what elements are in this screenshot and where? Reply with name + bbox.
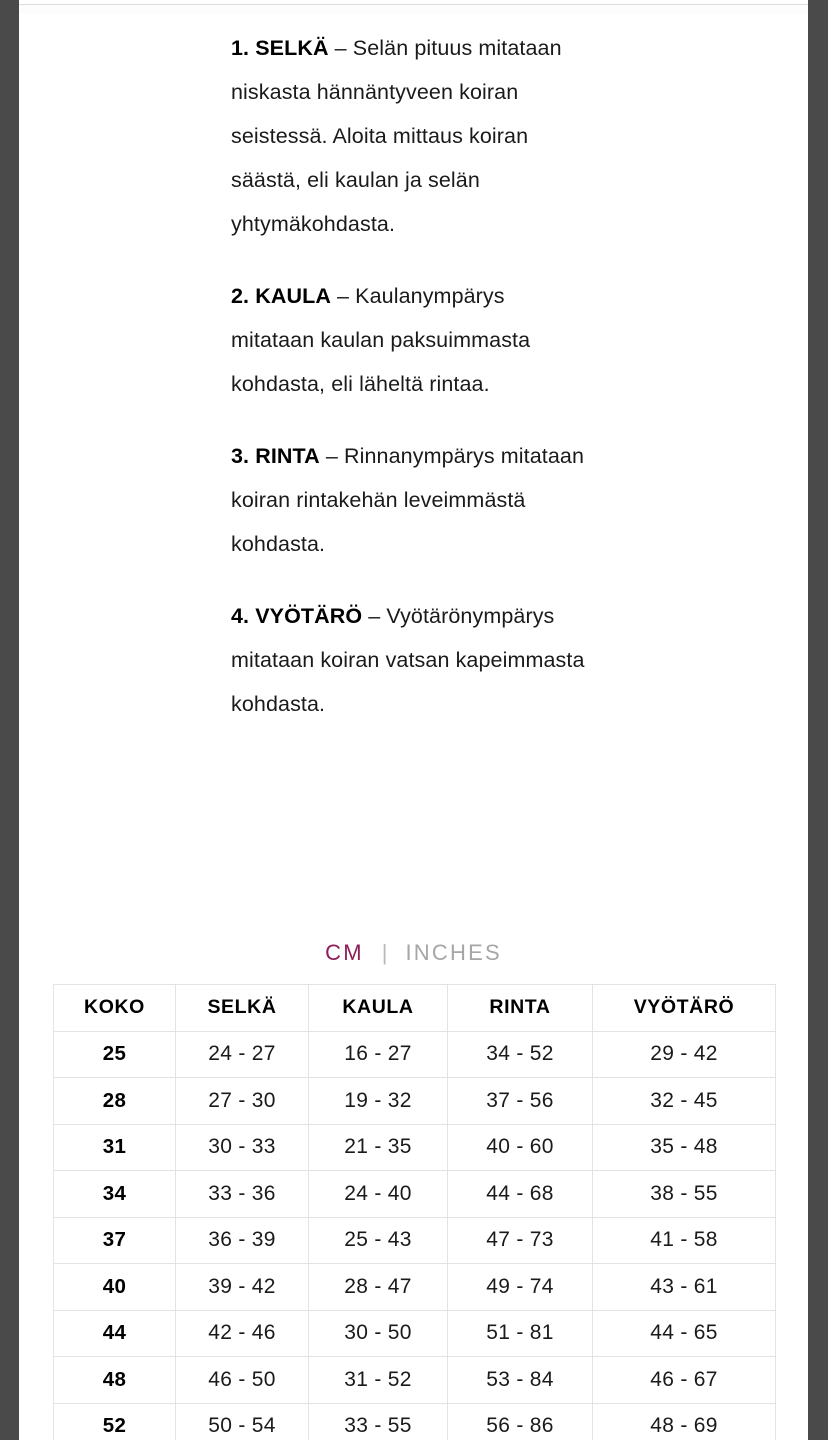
instruction-text-4: – Vyötärönympärys mitataan koiran vatsan kapeimmasta kohdasta.	[231, 604, 585, 716]
measurement-value: 24 - 27	[176, 1031, 309, 1078]
size-value: 34	[54, 1171, 176, 1218]
unit-toggle-separator: |	[381, 940, 388, 965]
instruction-item-1	[231, 26, 591, 246]
measurement-value: 40 - 60	[448, 1124, 593, 1171]
instruction-label-3: 3. RINTA	[231, 444, 320, 468]
unit-option-inches[interactable]: INCHES	[405, 940, 502, 965]
table-header-vyötärö: VYÖTÄRÖ	[593, 985, 776, 1032]
table-row	[54, 1310, 776, 1357]
table-header-selkä: SELKÄ	[176, 985, 309, 1032]
measurement-value: 46 - 67	[593, 1357, 776, 1404]
measurement-value: 44 - 65	[593, 1310, 776, 1357]
size-value: 25	[54, 1031, 176, 1078]
table-row	[54, 1264, 776, 1311]
measurement-value: 28 - 47	[309, 1264, 448, 1311]
measurement-value: 50 - 54	[176, 1403, 309, 1440]
table-row	[54, 1124, 776, 1171]
table-row	[54, 1078, 776, 1125]
measurement-value: 30 - 33	[176, 1124, 309, 1171]
table-row	[54, 1171, 776, 1218]
measurement-value: 25 - 43	[309, 1217, 448, 1264]
size-value: 31	[54, 1124, 176, 1171]
instruction-text-1: – Selän pituus mitataan niskasta hännäntyveen koiran seistessä. Aloita mittaus koiran säästä, eli kaulan ja selän yhtymäkohdasta.	[231, 36, 562, 236]
measurement-value: 21 - 35	[309, 1124, 448, 1171]
measurement-value: 41 - 58	[593, 1217, 776, 1264]
measurement-value: 37 - 56	[448, 1078, 593, 1125]
measurement-value: 49 - 74	[448, 1264, 593, 1311]
measurement-value: 19 - 32	[309, 1078, 448, 1125]
measurement-value: 39 - 42	[176, 1264, 309, 1311]
page-surface	[19, 0, 808, 1440]
size-value: 40	[54, 1264, 176, 1311]
measurement-value: 35 - 48	[593, 1124, 776, 1171]
size-chart-table	[53, 984, 776, 1440]
measurement-value: 48 - 69	[593, 1403, 776, 1440]
unit-toggle[interactable]	[19, 938, 808, 968]
measurement-value: 46 - 50	[176, 1357, 309, 1404]
measurement-value: 42 - 46	[176, 1310, 309, 1357]
measurement-value: 29 - 42	[593, 1031, 776, 1078]
measurement-value: 36 - 39	[176, 1217, 309, 1264]
size-value: 48	[54, 1357, 176, 1404]
table-header-rinta: RINTA	[448, 985, 593, 1032]
measuring-instructions	[231, 26, 591, 726]
measurement-value: 43 - 61	[593, 1264, 776, 1311]
top-cutoff-area	[19, 5, 808, 14]
measurement-value: 44 - 68	[448, 1171, 593, 1218]
measurement-value: 34 - 52	[448, 1031, 593, 1078]
unit-option-cm[interactable]: CM	[325, 940, 364, 965]
instruction-text-3: – Rinnanympärys mitataan koiran rintakehän leveimmästä kohdasta.	[231, 444, 585, 556]
table-row	[54, 1217, 776, 1264]
table-row	[54, 1031, 776, 1078]
instruction-label-4: 4. VYÖTÄRÖ	[231, 604, 363, 628]
measurement-value: 47 - 73	[448, 1217, 593, 1264]
instruction-item-4	[231, 594, 591, 726]
measurement-value: 32 - 45	[593, 1078, 776, 1125]
measurement-value: 33 - 36	[176, 1171, 309, 1218]
measurement-value: 51 - 81	[448, 1310, 593, 1357]
measurement-value: 33 - 55	[309, 1403, 448, 1440]
size-value: 44	[54, 1310, 176, 1357]
size-table-container	[53, 984, 775, 1440]
table-header-koko: KOKO	[54, 985, 176, 1032]
measurement-value: 24 - 40	[309, 1171, 448, 1218]
size-value: 28	[54, 1078, 176, 1125]
measurement-value: 56 - 86	[448, 1403, 593, 1440]
measurement-value: 53 - 84	[448, 1357, 593, 1404]
measurement-value: 31 - 52	[309, 1357, 448, 1404]
instruction-text-2: – Kaulanympärys mitataan kaulan paksuimmasta kohdasta, eli läheltä rintaa.	[231, 284, 531, 396]
measurement-value: 30 - 50	[309, 1310, 448, 1357]
table-row	[54, 1357, 776, 1404]
table-header-kaula: KAULA	[309, 985, 448, 1032]
size-value: 37	[54, 1217, 176, 1264]
measurement-value: 38 - 55	[593, 1171, 776, 1218]
instruction-item-3	[231, 434, 591, 566]
size-value: 52	[54, 1403, 176, 1440]
table-header-row	[54, 985, 776, 1032]
table-row	[54, 1403, 776, 1440]
instruction-label-1: 1. SELKÄ	[231, 36, 329, 60]
measurement-value: 27 - 30	[176, 1078, 309, 1125]
instruction-label-2: 2. KAULA	[231, 284, 331, 308]
measurement-value: 16 - 27	[309, 1031, 448, 1078]
instruction-item-2	[231, 274, 591, 406]
